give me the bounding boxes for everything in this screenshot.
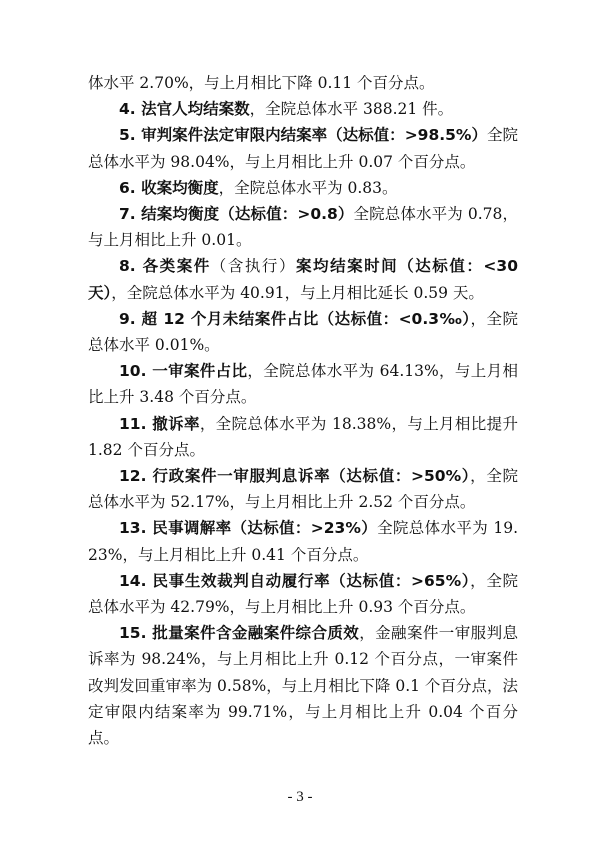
paragraph-text-continued: ，全院总体水平为 40.91，与上月相比延长 0.59 天。 bbox=[111, 283, 484, 302]
paragraph-item-8 bbox=[88, 253, 518, 305]
paragraph-item-5 bbox=[88, 122, 518, 174]
item-heading: 12. 行政案件一审服判息诉率（达标值：>50%） bbox=[119, 467, 471, 486]
paragraph-item-9 bbox=[88, 306, 518, 358]
item-heading-continued: 案均结案时间（达标值：<30 天） bbox=[88, 257, 518, 302]
item-heading: 10. 一审案件占比 bbox=[119, 362, 248, 381]
paragraph-item-4 bbox=[88, 96, 518, 122]
item-heading: 11. 撤诉率 bbox=[119, 414, 200, 433]
paragraph-text: ，全院总体水平 0.01%。 bbox=[88, 309, 518, 355]
paragraph-continuation bbox=[88, 70, 518, 96]
paragraph-text: 全院总体水平为 98.04%，与上月相比上升 0.07 个百分点。 bbox=[88, 126, 518, 171]
item-heading: 9. 超 12 个月未结案件占比（达标值：<0.3‰） bbox=[119, 309, 471, 328]
document-body bbox=[88, 70, 518, 751]
paragraph-item-10 bbox=[88, 358, 518, 410]
item-heading: 6. 收案均衡度 bbox=[119, 178, 219, 197]
paragraph-item-11 bbox=[88, 411, 518, 463]
item-heading: 8. 各类案件 bbox=[119, 257, 211, 276]
paragraph-text: 全院总体水平为 19.23%，与上月相比上升 0.41 个百分点。 bbox=[88, 519, 519, 564]
paragraph-text: 全院总体水平为 0.78，与上月相比上升 0.01。 bbox=[88, 205, 518, 250]
paragraph-text: ，全院总体水平为 42.79%，与上月相比上升 0.93 个百分点。 bbox=[88, 571, 518, 617]
paragraph-text: ，全院总体水平为 18.38%，与上月相比提升 1.82 个百分点。 bbox=[88, 414, 519, 459]
page-number: - 3 - bbox=[287, 789, 313, 805]
item-heading: 15. 批量案件含金融案件综合质效 bbox=[119, 624, 360, 643]
item-heading: 7. 结案均衡度（达标值：>0.8） bbox=[119, 205, 354, 224]
paragraph-text: 体水平 2.70%，与上月相比下降 0.11 个百分点。 bbox=[88, 74, 435, 92]
paragraph-text: ，金融案件一审服判息诉率为 98.24%，与上月相比上升 0.12 个百分点，一审案件改判发回重审率为 0.58%，与上月相比下降 0.1 个百分点，法定审限内结案率为 99.71%，与上月相比上升 0.04 个百分点。 bbox=[88, 624, 518, 748]
paragraph-text: ，全院总体水平为 0.83。 bbox=[218, 178, 398, 197]
paragraph-item-7 bbox=[88, 201, 518, 253]
item-heading: 13. 民事调解率（达标值：>23%） bbox=[119, 519, 378, 538]
paragraph-item-14 bbox=[88, 568, 518, 620]
item-heading: 14. 民事生效裁判自动履行率（达标值：>65%） bbox=[119, 571, 471, 590]
paragraph-text: （含执行） bbox=[210, 257, 296, 276]
paragraph-item-12 bbox=[88, 463, 518, 515]
paragraph-text: ，全院总体水平为 52.17%，与上月相比上升 2.52 个百分点。 bbox=[88, 467, 518, 512]
paragraph-text: ，全院总体水平 388.21 件。 bbox=[249, 100, 454, 119]
paragraph-item-6 bbox=[88, 175, 518, 201]
paragraph-item-13 bbox=[88, 515, 518, 567]
item-heading: 4. 法官人均结案数 bbox=[119, 100, 250, 119]
paragraph-item-15 bbox=[88, 620, 518, 751]
paragraph-text: ，全院总体水平为 64.13%，与上月相比上升 3.48 个百分点。 bbox=[88, 362, 519, 407]
item-heading: 5. 审判案件法定审限内结案率（达标值：>98.5%） bbox=[119, 126, 487, 145]
